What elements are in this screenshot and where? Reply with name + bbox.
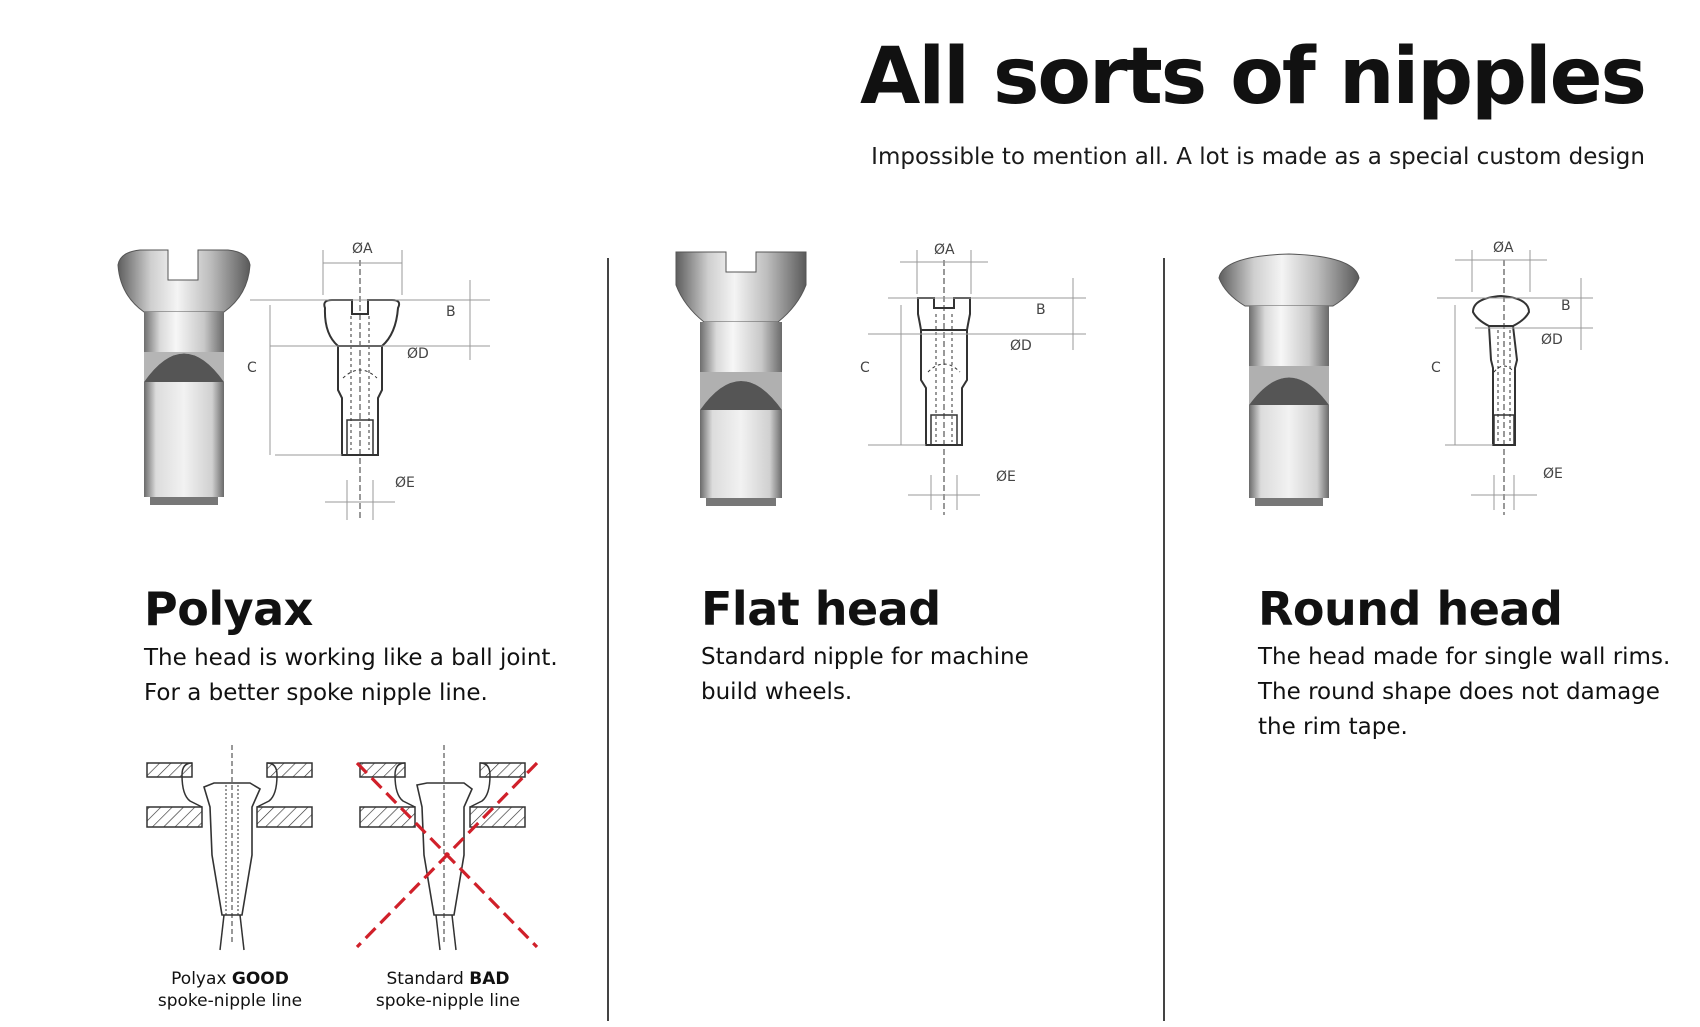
- bad-caption-prefix: Standard: [386, 969, 470, 989]
- round-head-description: [1258, 640, 1670, 745]
- bad-cross-mark: [357, 763, 537, 947]
- good-spoke-diagram: [147, 745, 312, 950]
- round-head-desc-line-1: The head made for single wall rims.: [1258, 644, 1671, 670]
- polyax-dim-c: C: [247, 360, 257, 376]
- bad-caption: [348, 968, 548, 1012]
- good-caption-strong: GOOD: [231, 969, 289, 989]
- flat-head-dim-c: C: [860, 360, 870, 376]
- flat-head-desc-line-1: Standard nipple for machine: [701, 644, 1029, 670]
- round-head-dim-a: ØA: [1493, 240, 1514, 256]
- flat-head-desc-line-2: build wheels.: [701, 679, 853, 705]
- good-caption-line2: spoke-nipple line: [157, 991, 303, 1011]
- round-head-illustration: [1215, 240, 1655, 570]
- column-divider-2: [1163, 258, 1165, 1021]
- flat-head-nipple-photo: [676, 252, 806, 506]
- round-head-dim-b: B: [1561, 298, 1571, 314]
- flat-head-dim-d: ØD: [1010, 338, 1032, 354]
- column-polyax: [110, 241, 550, 570]
- polyax-description: [144, 641, 558, 711]
- polyax-dim-b: B: [446, 304, 456, 320]
- flat-head-dim-a: ØA: [934, 242, 955, 258]
- polyax-desc-line-1: The head is working like a ball joint.: [144, 645, 558, 671]
- polyax-dim-a: ØA: [352, 241, 373, 257]
- round-head-title: Round head: [1258, 582, 1563, 636]
- round-head-dim-e: ØE: [1543, 466, 1563, 482]
- polyax-title: Polyax: [144, 582, 313, 636]
- polyax-illustration: [110, 241, 550, 570]
- page-subtitle: Impossible to mention all. A lot is made as a special custom design: [871, 144, 1645, 170]
- flat-head-title: Flat head: [701, 582, 941, 636]
- flat-head-dimension-lines: [868, 250, 1086, 510]
- polyax-dimension-lines: [250, 250, 490, 520]
- polyax-nipple-photo: [118, 250, 250, 505]
- bad-caption-strong: BAD: [469, 969, 510, 989]
- polyax-dim-d: ØD: [407, 346, 429, 362]
- good-caption: [130, 968, 330, 1012]
- column-round-head: [1215, 240, 1655, 570]
- column-divider-1: [607, 258, 609, 1021]
- flat-head-description: [701, 640, 1029, 710]
- page-title: All sorts of nipples: [859, 32, 1645, 122]
- spoke-line-comparison: [142, 735, 562, 955]
- polyax-desc-line-2: For a better spoke nipple line.: [144, 680, 488, 706]
- round-head-dim-d: ØD: [1541, 332, 1563, 348]
- round-head-desc-line-2: The round shape does not damage: [1258, 679, 1660, 705]
- flat-head-dim-b: B: [1036, 302, 1046, 318]
- flat-head-illustration: [668, 242, 1108, 570]
- polyax-dim-e: ØE: [395, 475, 415, 491]
- polyax-tech-drawing: [324, 260, 399, 520]
- bad-caption-line2: spoke-nipple line: [375, 991, 521, 1011]
- round-head-desc-line-3: the rim tape.: [1258, 714, 1408, 740]
- flat-head-dim-e: ØE: [996, 469, 1016, 485]
- round-head-dim-c: C: [1431, 360, 1441, 376]
- column-flat-head: [668, 242, 1108, 570]
- round-head-nipple-photo: [1219, 254, 1359, 506]
- good-caption-prefix: Polyax: [171, 969, 232, 989]
